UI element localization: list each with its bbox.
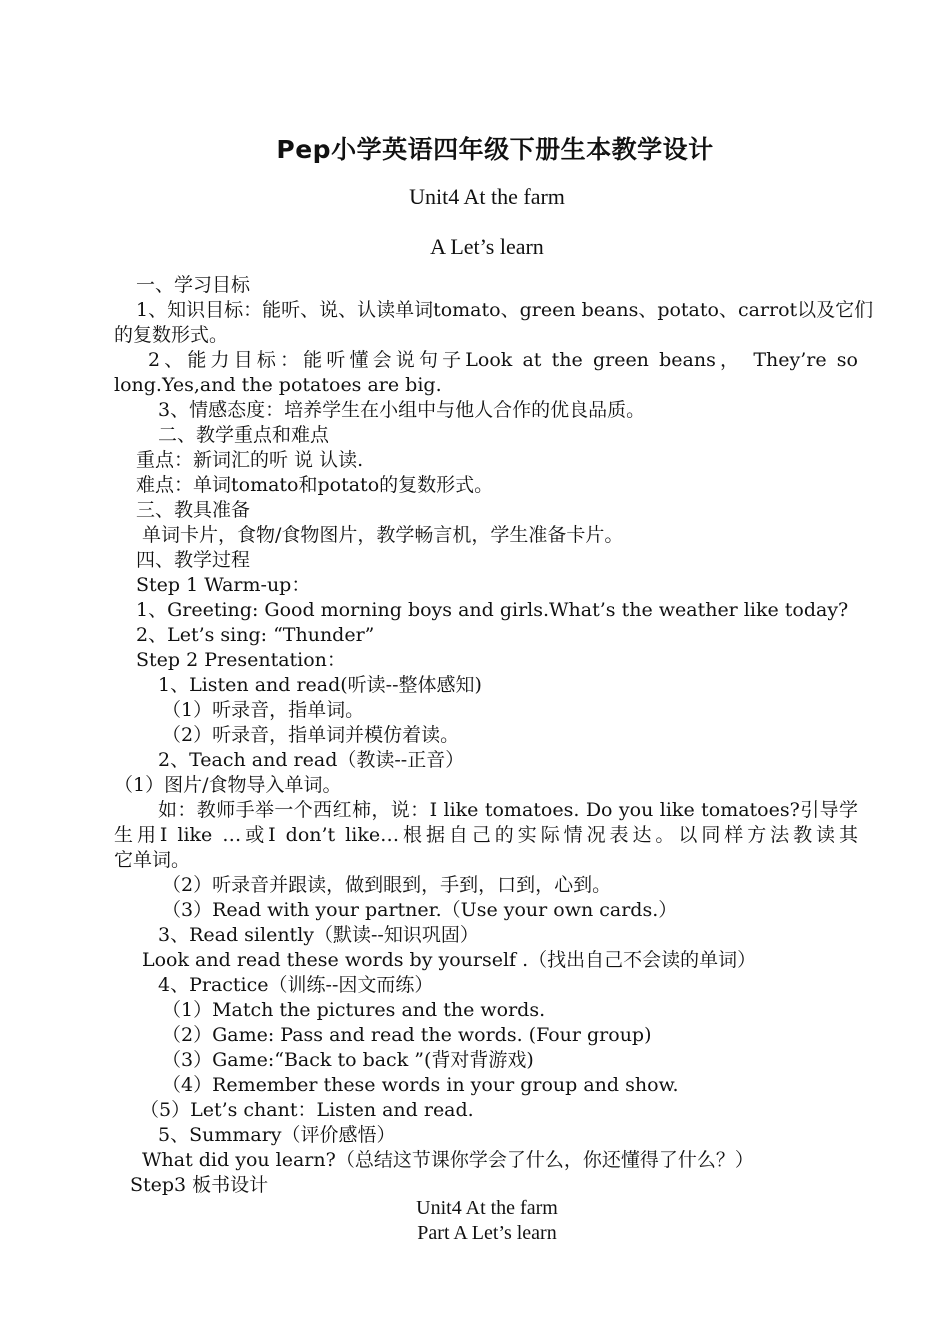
section-focus-heading: 二、教学重点和难点 [158, 424, 330, 446]
body-line: Look and read these words by yourself .（找出自己不会读的单词） [142, 949, 757, 971]
body-line: 单词卡片，食物/食物图片，教学畅言机，学生准备卡片。 [142, 524, 624, 546]
body-line: 生用I like …或I don’t like…根据自己的实际情况表达。以同样方法教读其 [114, 824, 858, 846]
body-line: 3、情感态度：培养学生在小组中与他人合作的优良品质。 [158, 399, 646, 421]
body-line: 3、Read silently（默读--知识巩固） [158, 924, 479, 946]
body-line: （2）Game: Pass and read the words. (Four group) [162, 1024, 652, 1046]
body-line: long.Yes,and the potatoes are big. [114, 374, 442, 396]
body-line: 如：教师手举一个西红柿，说：I like tomatoes. Do you like tomatoes?引导学 [158, 799, 858, 821]
body-line: 难点：单词tomato和potato的复数形式。 [136, 474, 494, 496]
section-process-heading: 四、教学过程 [136, 549, 251, 571]
body-line: 2、能力目标：能听懂会说句子Look at the green beans， They’re so [148, 349, 858, 371]
body-line: （1）听录音，指单词。 [162, 699, 365, 721]
body-line: 5、Summary（评价感悟） [158, 1124, 396, 1146]
unit-heading: Unit4 At the farm [409, 184, 565, 209]
lesson-part-heading: A Let’s learn [430, 234, 544, 259]
section-objectives-heading: 一、学习目标 [136, 274, 251, 296]
step-heading: Step 2 Presentation： [136, 649, 346, 671]
document-title: Pep小学英语四年级下册生本教学设计 [276, 135, 714, 164]
body-line: （5）Let’s chant：Listen and read. [140, 1099, 474, 1121]
body-line: （1）Match the pictures and the words. [162, 999, 546, 1021]
body-line: 1、Greeting: Good morning boys and girls.What’s the weather like today? [136, 599, 849, 621]
section-materials-heading: 三、教具准备 [136, 499, 251, 521]
body-line: 1、Listen and read(听读--整体感知) [158, 674, 482, 696]
body-line: 2、Let’s sing: “Thunder” [136, 624, 375, 646]
step-heading: Step3 板书设计 [130, 1174, 269, 1196]
body-line: 的复数形式。 [114, 324, 229, 346]
body-line: 2、Teach and read（教读--正音） [158, 749, 465, 771]
body-line: 重点：新词汇的听 说 认读. [136, 449, 364, 471]
body-line: （1）图片/食物导入单词。 [114, 774, 342, 796]
board-design-line-1: Unit4 At the farm [416, 1197, 558, 1219]
body-line: 它单词。 [114, 849, 191, 871]
body-line: What did you learn?（总结这节课你学会了什么，你还懂得了什么？） [142, 1149, 754, 1171]
body-line: （2）听录音并跟读，做到眼到，手到，口到，心到。 [162, 874, 612, 896]
board-design-line-2: Part A Let’s learn [417, 1222, 557, 1244]
body-line: 4、Practice（训练--因文而练） [158, 974, 434, 996]
body-line: （3）Game:“Back to back ”(背对背游戏) [162, 1049, 534, 1071]
body-line: 1、知识目标：能听、说、认读单词tomato、green beans、potato、carrot以及它们 [136, 299, 874, 321]
body-line: （4）Remember these words in your group and show. [162, 1074, 679, 1096]
body-line: （2）听录音，指单词并模仿着读。 [162, 724, 460, 746]
step-heading: Step 1 Warm-up： [136, 574, 311, 596]
body-line: （3）Read with your partner.（Use your own cards.） [162, 899, 678, 921]
